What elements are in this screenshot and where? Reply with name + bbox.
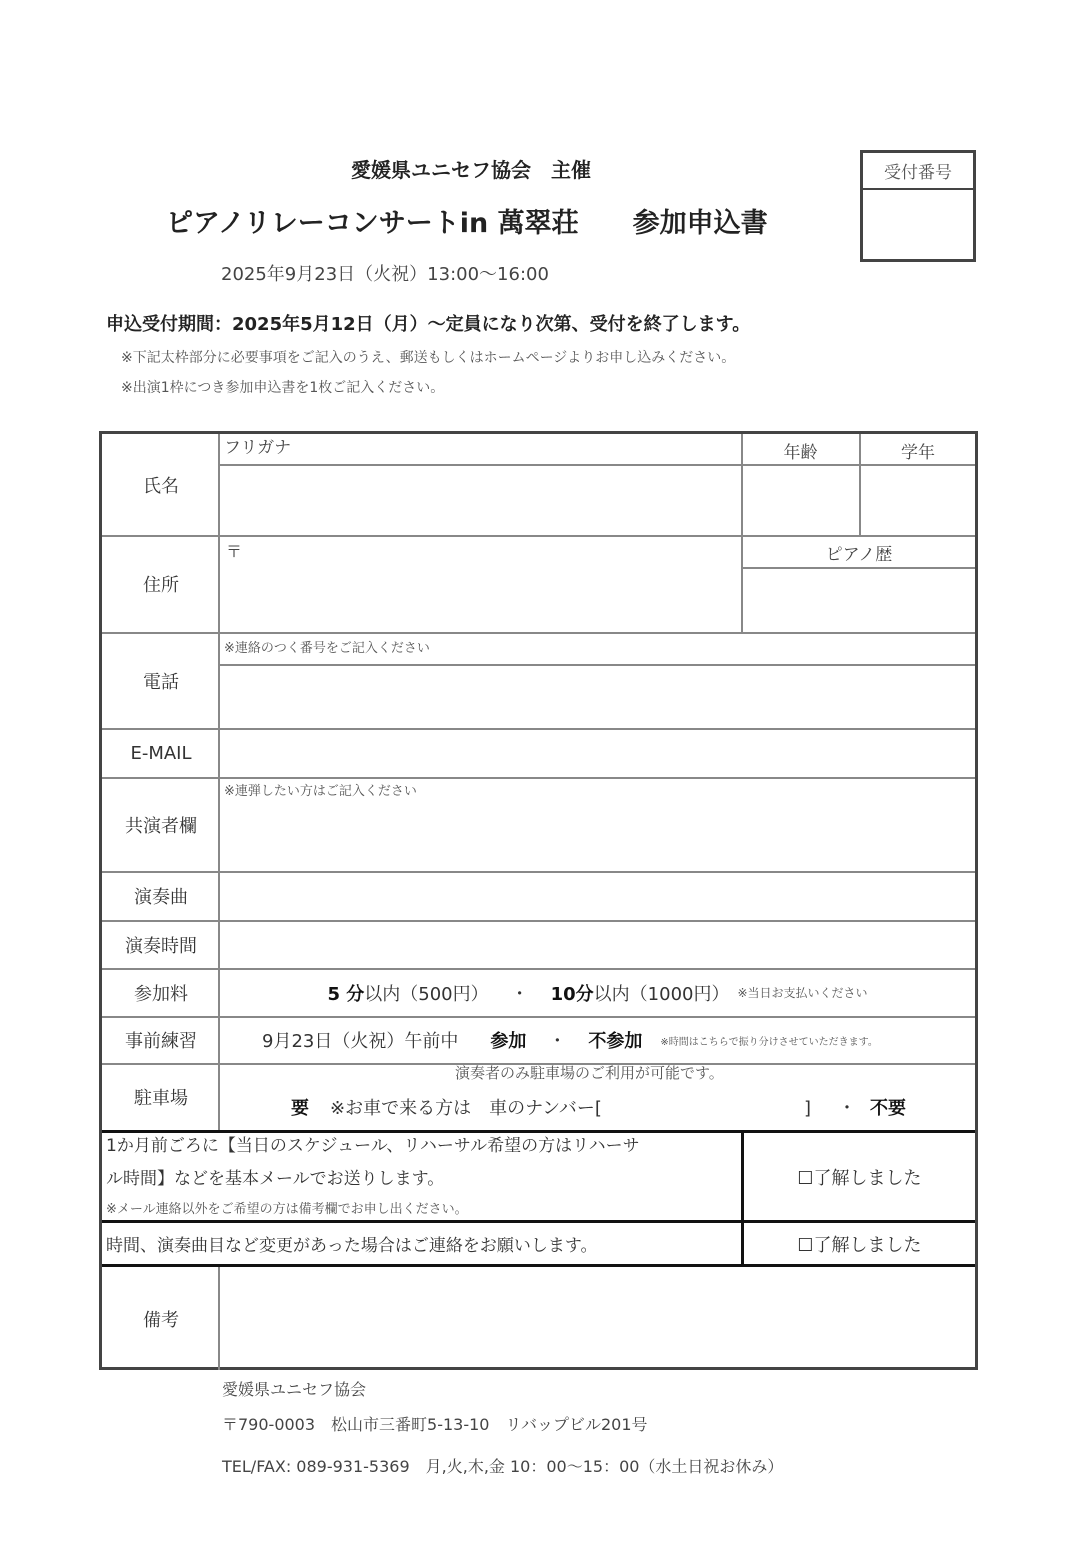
coperformer-note: ※連弾したい方はご記入ください (224, 784, 417, 799)
grade-label: 学年 (901, 442, 935, 463)
age-label: 年齢 (783, 442, 818, 463)
instruction-note-2: ※出演1枠につき参加申込書を1枚ご記入ください。 (121, 380, 445, 396)
car-number-field[interactable] (639, 1096, 799, 1122)
rehearsal-options (262, 1017, 878, 1063)
parking-noneed-option[interactable]: 不要 (870, 1098, 906, 1119)
fee-label: 参加料 (134, 983, 188, 1005)
organizer: 愛媛県ユニセフ協会 主催 (351, 158, 591, 182)
phone-field[interactable] (220, 666, 975, 727)
rehearsal-separator: ・ (548, 1031, 567, 1052)
parking-car-note: ※お車で来る方は 車のナンバー[ (330, 1098, 602, 1119)
parking-note: 演奏者のみ駐車場のご利用が可能です。 (455, 1064, 724, 1082)
email-label: E-MAIL (130, 742, 192, 764)
rehearsal-date: 9月23日（火祝）午前中 (262, 1031, 459, 1052)
fee-note: ※当日お支払いください (737, 986, 868, 1000)
confirm1-text-line2: ル時間】などを基本メールでお送りします。 (106, 1169, 445, 1189)
age-field[interactable] (743, 466, 858, 534)
performance-time-field[interactable] (220, 922, 975, 967)
rehearsal-label: 事前練習 (125, 1031, 197, 1052)
performance-time-label: 演奏時間 (125, 935, 197, 957)
page-title: ピアノリレーコンサートin 萬翠荘 参加申込書 (166, 208, 768, 239)
fee-option-5min-price: 以内（500円） (364, 983, 489, 1005)
parking-bracket-close: ] (804, 1098, 812, 1119)
address-label: 住所 (143, 575, 179, 596)
furigana-label: フリガナ (224, 438, 292, 458)
coperformer-field[interactable] (220, 802, 975, 870)
event-datetime: 2025年9月23日（火祝）13:00～16:00 (221, 264, 549, 285)
footer-contact: TEL/FAX: 089-931-5369 月,火,木,金 10：00～15：00（水土日祝お休み） (222, 1457, 784, 1476)
name-label: 氏名 (143, 475, 179, 497)
receipt-number-box (860, 150, 976, 262)
piano-history-label: ピアノ歴 (825, 544, 893, 565)
phone-label: 電話 (143, 671, 179, 693)
address-field[interactable] (220, 537, 740, 631)
confirm1-text-line1: 1か月前ごろに【当日のスケジュール、リハーサル希望の方はリハーサ (106, 1136, 640, 1156)
confirm1-checkbox[interactable]: ☐了解しました (797, 1167, 922, 1189)
confirm1-note: ※メール連絡以外をご希望の方は備考欄でお申し出ください。 (106, 1202, 468, 1217)
fee-separator: ・ (510, 983, 529, 1005)
piano-history-field[interactable] (743, 569, 975, 631)
parking-separator: ・ (838, 1098, 856, 1119)
rehearsal-note: ※時間はこちらで振り分けさせていただきます。 (660, 1036, 878, 1048)
phone-note: ※連絡のつく番号をご記入ください (224, 641, 430, 656)
parking-need-option[interactable]: 要 (291, 1098, 309, 1119)
fee-options (220, 969, 975, 1016)
piece-label: 演奏曲 (134, 887, 188, 908)
footer-address: 〒790-0003 松山市三番町5-13-10 リバップビル201号 (222, 1415, 648, 1434)
application-form (99, 431, 978, 1370)
instruction-note-1: ※下記太枠部分に必要事項をご記入のうえ、郵送もしくはホームページよりお申し込みください。 (121, 350, 736, 366)
remarks-label: 備考 (143, 1309, 179, 1331)
rehearsal-nojoin-option[interactable]: 不参加 (588, 1031, 643, 1052)
grade-field[interactable] (861, 466, 975, 534)
fee-option-10min-duration[interactable]: 10分 (550, 983, 594, 1005)
fee-option-5min-duration[interactable]: 5 分 (327, 983, 365, 1005)
remarks-field[interactable] (220, 1267, 975, 1370)
application-period: 申込受付期間：2025年5月12日（月）～定員になり次第、受付を終了します。 (106, 314, 751, 335)
rehearsal-join-option[interactable]: 参加 (490, 1031, 527, 1052)
confirm2-checkbox[interactable]: ☐了解しました (797, 1234, 922, 1256)
confirm2-text: 時間、演奏曲目など変更があった場合はご連絡をお願いします。 (106, 1236, 598, 1256)
coperformer-label: 共演者欄 (125, 815, 197, 837)
name-field[interactable] (220, 466, 740, 534)
parking-label: 駐車場 (134, 1088, 188, 1109)
postal-mark: 〒 (226, 542, 243, 561)
footer-org: 愛媛県ユニセフ協会 (222, 1380, 367, 1399)
fee-option-10min-price: 以内（1000円） (593, 983, 730, 1005)
email-field[interactable] (220, 730, 975, 776)
piece-field[interactable] (220, 873, 975, 919)
receipt-number-label: 受付番号 (863, 153, 973, 190)
